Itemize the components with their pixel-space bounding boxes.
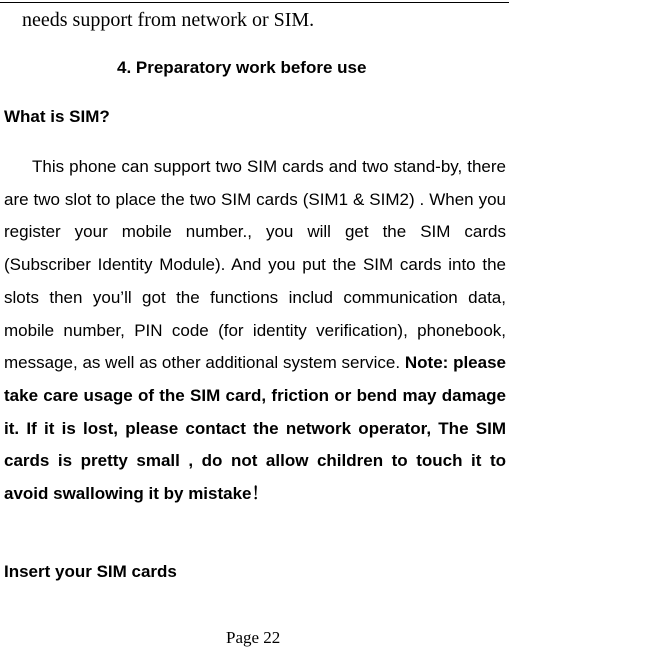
sim-description-text: This phone can support two SIM cards and two stand-by, there are two slot to place the two SIM cards (SIM1 & SIM2) . When you register your mobile number., you will get the SIM cards (Subscriber Identity Module). And you put the SIM cards into the slots then you’ll got the functions includ communication data, mobile number, PIN code (for identity verification), phonebook, message, as well as other additional system service.	[4, 157, 506, 373]
section-heading: 4. Preparatory work before use	[117, 58, 367, 77]
top-rule	[0, 2, 509, 3]
page-number: Page 22	[226, 628, 281, 647]
what-is-sim-heading: What is SIM?	[4, 107, 110, 126]
sim-description-paragraph	[4, 151, 506, 511]
sim-care-note: Note: please take care usage of the SIM card, friction or bend may damage it. If it is lost, please contact the network operator, The SIM cards is pretty small , do not allow children to touch it to avoid swallowing it by mistake！	[4, 353, 506, 504]
continuation-text: needs support from network or SIM.	[22, 9, 315, 31]
insert-sim-heading: Insert your SIM cards	[4, 562, 177, 581]
